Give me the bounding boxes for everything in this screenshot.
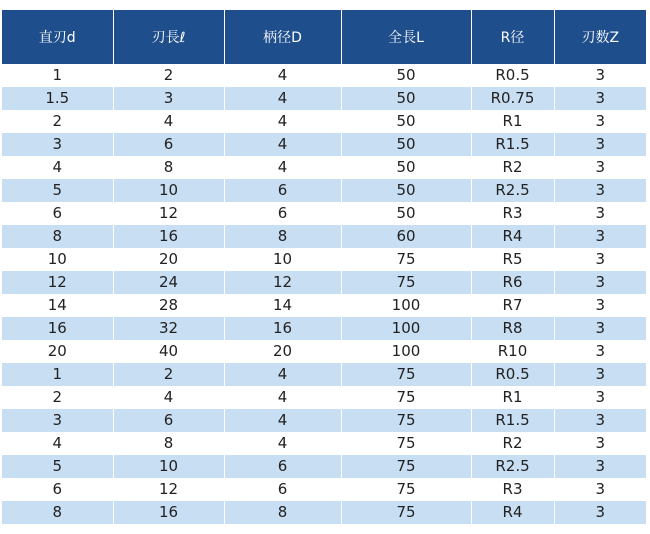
cell-overall-length: 75 bbox=[341, 271, 471, 294]
cell-shank-diameter: 14 bbox=[224, 294, 341, 317]
cell-diameter: 20 bbox=[2, 340, 113, 363]
cell-overall-length: 100 bbox=[341, 294, 471, 317]
cell-flute-length: 4 bbox=[113, 110, 224, 133]
cell-diameter: 12 bbox=[2, 271, 113, 294]
cell-radius: R2.5 bbox=[471, 455, 554, 478]
cell-flutes: 3 bbox=[554, 363, 646, 386]
cell-overall-length: 75 bbox=[341, 363, 471, 386]
cell-shank-diameter: 16 bbox=[224, 317, 341, 340]
cell-shank-diameter: 6 bbox=[224, 455, 341, 478]
cell-diameter: 5 bbox=[2, 455, 113, 478]
table-header bbox=[2, 10, 646, 64]
cell-shank-diameter: 6 bbox=[224, 478, 341, 501]
cell-overall-length: 75 bbox=[341, 386, 471, 409]
table-row bbox=[2, 340, 646, 363]
cell-diameter: 6 bbox=[2, 202, 113, 225]
cell-diameter: 3 bbox=[2, 409, 113, 432]
cell-radius: R0.5 bbox=[471, 64, 554, 87]
cell-diameter: 1 bbox=[2, 363, 113, 386]
cell-flutes: 3 bbox=[554, 202, 646, 225]
table-row bbox=[2, 409, 646, 432]
cell-flutes: 3 bbox=[554, 110, 646, 133]
header-cell-overall-length: 全長L bbox=[341, 10, 471, 64]
cell-shank-diameter: 4 bbox=[224, 133, 341, 156]
cell-flutes: 3 bbox=[554, 64, 646, 87]
cell-radius: R2 bbox=[471, 432, 554, 455]
cell-radius: R2 bbox=[471, 156, 554, 179]
table-row bbox=[2, 455, 646, 478]
cell-flutes: 3 bbox=[554, 340, 646, 363]
cell-shank-diameter: 4 bbox=[224, 386, 341, 409]
cell-diameter: 2 bbox=[2, 386, 113, 409]
cell-flute-length: 2 bbox=[113, 64, 224, 87]
table-row bbox=[2, 294, 646, 317]
cell-radius: R1 bbox=[471, 110, 554, 133]
cell-overall-length: 50 bbox=[341, 202, 471, 225]
cell-flute-length: 2 bbox=[113, 363, 224, 386]
cell-shank-diameter: 10 bbox=[224, 248, 341, 271]
table-row bbox=[2, 156, 646, 179]
table-row bbox=[2, 64, 646, 87]
cell-flutes: 3 bbox=[554, 248, 646, 271]
table-row bbox=[2, 202, 646, 225]
cell-diameter: 16 bbox=[2, 317, 113, 340]
cell-flute-length: 12 bbox=[113, 202, 224, 225]
cell-diameter: 4 bbox=[2, 156, 113, 179]
cell-diameter: 1 bbox=[2, 64, 113, 87]
cell-overall-length: 75 bbox=[341, 248, 471, 271]
cell-overall-length: 50 bbox=[341, 110, 471, 133]
cell-diameter: 1.5 bbox=[2, 87, 113, 110]
cell-shank-diameter: 4 bbox=[224, 64, 341, 87]
cell-overall-length: 75 bbox=[341, 501, 471, 524]
cell-flutes: 3 bbox=[554, 133, 646, 156]
cell-flute-length: 8 bbox=[113, 432, 224, 455]
table-row bbox=[2, 87, 646, 110]
table-row bbox=[2, 432, 646, 455]
header-row bbox=[2, 10, 646, 64]
cell-diameter: 8 bbox=[2, 501, 113, 524]
cell-diameter: 6 bbox=[2, 478, 113, 501]
cell-flutes: 3 bbox=[554, 156, 646, 179]
cell-flute-length: 32 bbox=[113, 317, 224, 340]
header-cell-diameter: 直刃d bbox=[2, 10, 113, 64]
cell-shank-diameter: 6 bbox=[224, 179, 341, 202]
table-row bbox=[2, 386, 646, 409]
cell-radius: R0.75 bbox=[471, 87, 554, 110]
cell-shank-diameter: 8 bbox=[224, 501, 341, 524]
cell-flutes: 3 bbox=[554, 478, 646, 501]
header-cell-flutes: 刃数Z bbox=[554, 10, 646, 64]
table-row bbox=[2, 501, 646, 524]
cell-shank-diameter: 4 bbox=[224, 110, 341, 133]
cell-diameter: 5 bbox=[2, 179, 113, 202]
cell-radius: R6 bbox=[471, 271, 554, 294]
spec-table-container bbox=[2, 10, 646, 524]
cell-overall-length: 60 bbox=[341, 225, 471, 248]
cell-radius: R10 bbox=[471, 340, 554, 363]
table-row bbox=[2, 363, 646, 386]
table-row bbox=[2, 271, 646, 294]
cell-flutes: 3 bbox=[554, 501, 646, 524]
cell-radius: R1.5 bbox=[471, 133, 554, 156]
table-row bbox=[2, 317, 646, 340]
cell-flute-length: 10 bbox=[113, 179, 224, 202]
cell-overall-length: 50 bbox=[341, 133, 471, 156]
cell-radius: R7 bbox=[471, 294, 554, 317]
cell-radius: R3 bbox=[471, 478, 554, 501]
cell-radius: R4 bbox=[471, 501, 554, 524]
cell-diameter: 4 bbox=[2, 432, 113, 455]
cell-overall-length: 50 bbox=[341, 156, 471, 179]
cell-shank-diameter: 20 bbox=[224, 340, 341, 363]
table-row bbox=[2, 110, 646, 133]
cell-diameter: 10 bbox=[2, 248, 113, 271]
cell-flutes: 3 bbox=[554, 87, 646, 110]
cell-shank-diameter: 6 bbox=[224, 202, 341, 225]
cell-flute-length: 10 bbox=[113, 455, 224, 478]
cell-flutes: 3 bbox=[554, 179, 646, 202]
table-row bbox=[2, 478, 646, 501]
cell-overall-length: 75 bbox=[341, 455, 471, 478]
cell-radius: R2.5 bbox=[471, 179, 554, 202]
table-row bbox=[2, 225, 646, 248]
header-cell-shank-diameter: 柄径D bbox=[224, 10, 341, 64]
cell-radius: R4 bbox=[471, 225, 554, 248]
cell-overall-length: 50 bbox=[341, 179, 471, 202]
cell-overall-length: 100 bbox=[341, 317, 471, 340]
cell-flutes: 3 bbox=[554, 317, 646, 340]
spec-table bbox=[2, 10, 646, 524]
cell-flute-length: 12 bbox=[113, 478, 224, 501]
cell-flutes: 3 bbox=[554, 432, 646, 455]
cell-radius: R3 bbox=[471, 202, 554, 225]
cell-diameter: 14 bbox=[2, 294, 113, 317]
cell-flutes: 3 bbox=[554, 409, 646, 432]
cell-flute-length: 8 bbox=[113, 156, 224, 179]
cell-shank-diameter: 12 bbox=[224, 271, 341, 294]
cell-shank-diameter: 4 bbox=[224, 87, 341, 110]
cell-flute-length: 6 bbox=[113, 133, 224, 156]
cell-shank-diameter: 4 bbox=[224, 409, 341, 432]
cell-diameter: 2 bbox=[2, 110, 113, 133]
cell-radius: R0.5 bbox=[471, 363, 554, 386]
cell-overall-length: 50 bbox=[341, 87, 471, 110]
cell-flute-length: 6 bbox=[113, 409, 224, 432]
cell-shank-diameter: 4 bbox=[224, 432, 341, 455]
cell-flute-length: 24 bbox=[113, 271, 224, 294]
cell-flute-length: 4 bbox=[113, 386, 224, 409]
header-cell-radius: R径 bbox=[471, 10, 554, 64]
cell-flute-length: 20 bbox=[113, 248, 224, 271]
cell-radius: R1 bbox=[471, 386, 554, 409]
table-row bbox=[2, 248, 646, 271]
cell-shank-diameter: 4 bbox=[224, 363, 341, 386]
cell-flute-length: 16 bbox=[113, 501, 224, 524]
cell-diameter: 8 bbox=[2, 225, 113, 248]
header-cell-flute-length: 刃長ℓ bbox=[113, 10, 224, 64]
cell-shank-diameter: 8 bbox=[224, 225, 341, 248]
table-row bbox=[2, 133, 646, 156]
cell-flute-length: 3 bbox=[113, 87, 224, 110]
table-body bbox=[2, 64, 646, 524]
cell-overall-length: 75 bbox=[341, 409, 471, 432]
cell-shank-diameter: 4 bbox=[224, 156, 341, 179]
cell-flutes: 3 bbox=[554, 271, 646, 294]
cell-flutes: 3 bbox=[554, 455, 646, 478]
cell-flutes: 3 bbox=[554, 225, 646, 248]
cell-overall-length: 50 bbox=[341, 64, 471, 87]
cell-overall-length: 100 bbox=[341, 340, 471, 363]
cell-flute-length: 40 bbox=[113, 340, 224, 363]
cell-radius: R8 bbox=[471, 317, 554, 340]
cell-flute-length: 16 bbox=[113, 225, 224, 248]
cell-flutes: 3 bbox=[554, 294, 646, 317]
cell-radius: R5 bbox=[471, 248, 554, 271]
cell-radius: R1.5 bbox=[471, 409, 554, 432]
cell-flute-length: 28 bbox=[113, 294, 224, 317]
cell-diameter: 3 bbox=[2, 133, 113, 156]
cell-flutes: 3 bbox=[554, 386, 646, 409]
table-row bbox=[2, 179, 646, 202]
cell-overall-length: 75 bbox=[341, 432, 471, 455]
cell-overall-length: 75 bbox=[341, 478, 471, 501]
